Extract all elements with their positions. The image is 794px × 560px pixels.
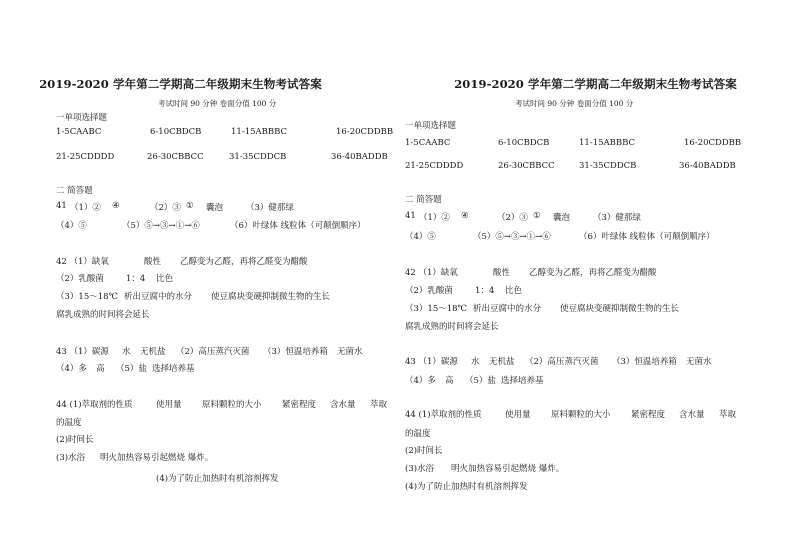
- q44-answer: 萃取: [370, 400, 388, 410]
- mc-answer: 1-5CAABC: [56, 127, 102, 137]
- q43-answer: 43 （1）碳源: [405, 357, 458, 367]
- q43-answer: （3）恒温培养箱: [263, 347, 328, 357]
- mc-answer: 31-35CDDCB: [579, 161, 637, 171]
- exam-meta: 考试时间 90 分钟 卷面分值 100 分: [158, 99, 277, 108]
- mc-answer: 21-25CDDDD: [56, 152, 115, 162]
- mc-answer: 31-35CDDCB: [229, 152, 287, 162]
- q41-answer: （1）②: [70, 203, 101, 213]
- q44-answer: 使用量: [505, 410, 531, 420]
- section-short-answer: 二 简答题: [56, 186, 93, 196]
- q44-answer: 使用量: [156, 400, 182, 410]
- q43-answer: 高: [96, 364, 105, 374]
- mc-answer: 16-20CDDBB: [684, 138, 742, 148]
- q41-answer: （5）⑤→③→①→⑥: [473, 232, 551, 242]
- section-multiple-choice: 一单项选择题: [405, 121, 457, 131]
- q41-answer: （4）⑤: [405, 232, 436, 242]
- q41-num: 41: [405, 211, 416, 221]
- q44-answer: 含水量: [679, 410, 705, 420]
- q44-answer: 的温度: [56, 418, 82, 428]
- q42-answer: 使豆腐块变硬抑制微生物的生长: [211, 292, 331, 302]
- q42-answer: 乙醇变为乙醛，再将乙醛变为醋酸: [529, 268, 657, 278]
- mc-answer: 1-5CAABC: [405, 138, 451, 148]
- mc-answer: 11-15ABBBC: [579, 138, 636, 148]
- q44-answer: (4)为了防止加热时有机溶剂挥发: [405, 482, 528, 492]
- q42-answer: 42 （1）缺氧: [56, 257, 109, 267]
- q44-answer: (2)时间长: [405, 446, 443, 456]
- q43-answer: （3）恒温培养箱: [612, 357, 677, 367]
- q44-answer: 紧密程度: [631, 410, 666, 420]
- q41-answer: （5）⑤→③→①→⑥: [122, 221, 200, 231]
- q44-answer: (3)水浴: [405, 464, 435, 474]
- q42-answer: 乙醇变为乙醛，再将乙醛变为醋酸: [180, 257, 308, 267]
- q42-answer: （2）乳酸菌: [56, 274, 104, 284]
- q44-answer: 明火加热容易引起燃烧 爆炸。: [100, 453, 214, 463]
- q43-answer: 无机盐: [489, 357, 515, 367]
- q42-answer: （2）乳酸菌: [405, 286, 453, 296]
- q44-answer: 明火加热容易引起燃烧 爆炸。: [451, 464, 565, 474]
- q41-answer: （3）健那绿: [246, 203, 294, 213]
- q41-answer: （6）叶绿体 线粒体（可颠倒顺序）: [230, 221, 366, 231]
- q44-answer: 的温度: [405, 429, 431, 439]
- mc-answer: 26-30CBBCC: [147, 152, 204, 162]
- q44-answer: 44 (1)萃取剂的性质: [405, 410, 482, 420]
- mc-answer: 11-15ABBBC: [231, 127, 288, 137]
- q41-answer: （3）健那绿: [593, 213, 641, 223]
- q44-answer: 紧密程度: [282, 400, 317, 410]
- q41-answer: （6）叶绿体 线粒体（可颠倒顺序）: [579, 232, 715, 242]
- q41-answer: （4）⑤: [56, 221, 87, 231]
- mc-answer: 36-40BADDB: [679, 161, 736, 171]
- q41-answer: ④: [112, 201, 120, 211]
- mc-answer: 16-20CDDBB: [336, 127, 394, 137]
- q41-answer: （1）②: [419, 213, 450, 223]
- q43-answer: 无机盐: [140, 347, 166, 357]
- q41-answer: （2）③: [497, 213, 528, 223]
- q42-answer: 使豆腐块变硬抑制微生物的生长: [560, 304, 680, 314]
- q41-answer: ①: [533, 211, 541, 221]
- q43-answer: 选择培养基: [501, 376, 544, 386]
- q42-answer: 比色: [156, 274, 174, 284]
- q41-answer: 囊泡: [206, 203, 224, 213]
- q42-answer: 1：4: [126, 274, 146, 284]
- q43-answer: 43 （1）碳源: [56, 347, 109, 357]
- mc-answer: 6-10CBDCB: [498, 138, 550, 148]
- q42-answer: 1：4: [475, 286, 495, 296]
- q43-answer: 水: [122, 347, 131, 357]
- q43-answer: （2）高压蒸汽灭菌: [525, 357, 599, 367]
- q41-answer: 囊泡: [553, 213, 571, 223]
- q43-answer: 选择培养基: [152, 364, 195, 374]
- q43-answer: 高: [445, 376, 454, 386]
- mc-answer: 6-10CBDCB: [150, 127, 202, 137]
- page-title: 2019-2020 学年第二学期高二年级期末生物考试答案: [454, 77, 737, 91]
- q41-answer: （2）③: [150, 203, 181, 213]
- mc-answer: 36-40BADDB: [331, 152, 388, 162]
- q42-answer: 酸性: [493, 268, 511, 278]
- q41-answer: ④: [461, 211, 469, 221]
- answer-page-right: [397, 0, 794, 560]
- q42-answer: 腐乳成熟的时间将会延长: [405, 322, 499, 332]
- q42-answer: 42 （1）缺氧: [405, 268, 458, 278]
- q43-answer: （4）多: [56, 364, 87, 374]
- q44-answer: (4)为了防止加热时有机溶剂挥发: [156, 474, 279, 484]
- q44-answer: 含水量: [330, 400, 356, 410]
- q42-answer: （3）15～18℃: [405, 304, 468, 314]
- q41-num: 41: [56, 201, 67, 211]
- q43-answer: 无菌水: [686, 357, 712, 367]
- q42-answer: 比色: [505, 286, 523, 296]
- q43-answer: 水: [471, 357, 480, 367]
- q44-answer: 原料颗粒的大小: [551, 410, 611, 420]
- mc-answer: 26-30CBBCC: [498, 161, 555, 171]
- q43-answer: （5）盐: [116, 364, 147, 374]
- exam-meta: 考试时间 90 分钟 卷面分值 100 分: [515, 99, 634, 108]
- mc-answer: 21-25CDDDD: [405, 161, 464, 171]
- q42-answer: 析出豆腐中的水分: [124, 292, 193, 302]
- q44-answer: 原料颗粒的大小: [202, 400, 262, 410]
- q42-answer: 腐乳成熟的时间将会延长: [56, 310, 150, 320]
- section-multiple-choice: 一单项选择题: [56, 113, 108, 123]
- q42-answer: 析出豆腐中的水分: [473, 304, 542, 314]
- q43-answer: （5）盐: [465, 376, 496, 386]
- q43-answer: （2）高压蒸汽灭菌: [176, 347, 250, 357]
- section-short-answer: 二 简答题: [405, 195, 442, 205]
- q41-answer: ①: [186, 201, 194, 211]
- q44-answer: 44 (1)萃取剂的性质: [56, 400, 133, 410]
- page-title: 2019-2020 学年第二学期高二年级期末生物考试答案: [39, 77, 322, 91]
- q44-answer: (2)时间长: [56, 435, 94, 445]
- q43-answer: （4）多: [405, 376, 436, 386]
- q44-answer: (3)水浴: [56, 453, 86, 463]
- q42-answer: （3）15～18℃: [56, 292, 119, 302]
- q43-answer: 无菌水: [337, 347, 363, 357]
- q44-answer: 萃取: [719, 410, 737, 420]
- q42-answer: 酸性: [144, 257, 162, 267]
